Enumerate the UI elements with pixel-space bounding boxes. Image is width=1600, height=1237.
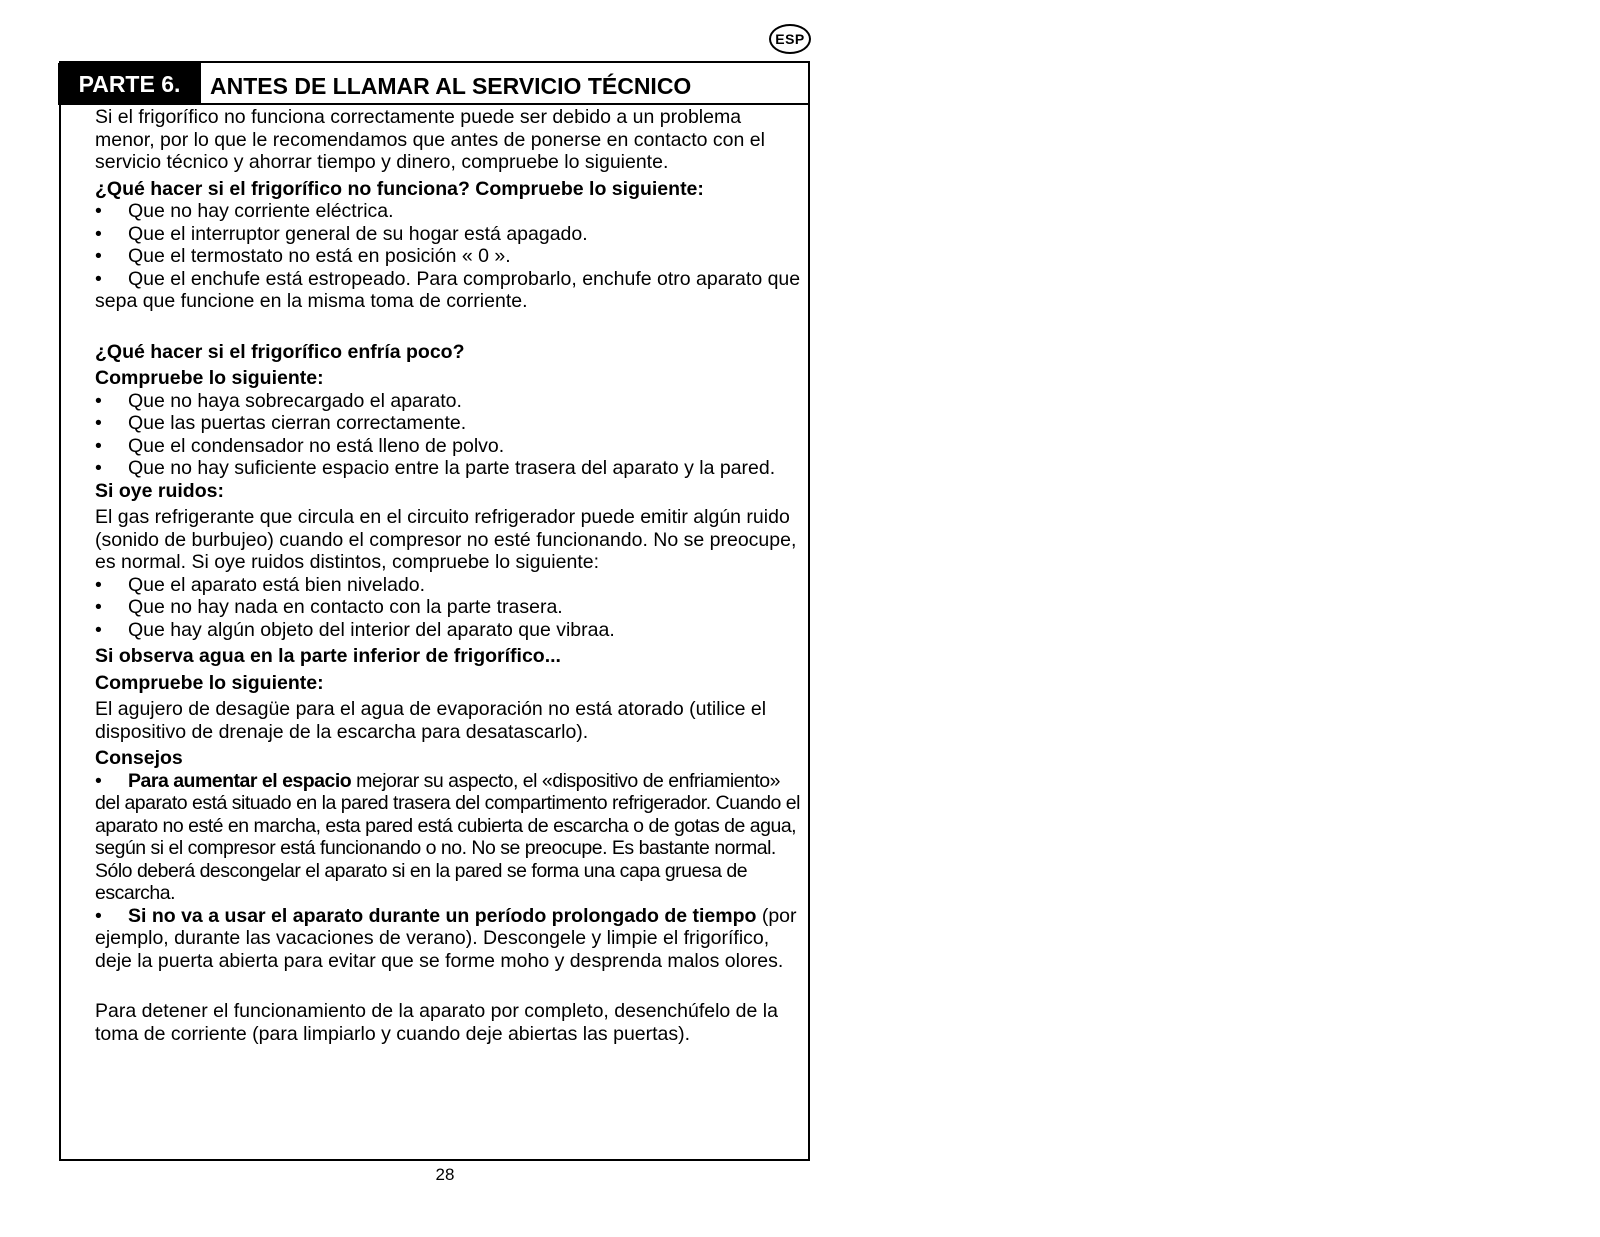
list-item-text: Que el enchufe está estropeado. Para comprobarlo, enchufe otro aparato que sepa que funcione en la misma toma de corriente. <box>95 267 801 312</box>
list-item: • Que las puertas cierran correctamente. <box>95 412 806 435</box>
page-number: 28 <box>435 1165 455 1184</box>
not-working-heading: ¿Qué hacer si el frigorífico no funciona? Compruebe lo siguiente: <box>95 177 704 200</box>
intro-paragraph: Si el frigorífico no funciona correctamente puede ser debido a un problema menor, por lo que le recomendamos que antes de ponerse en contacto con el servicio técnico y ahorrar tiempo y dinero, compruebe lo siguiente. <box>95 106 765 173</box>
water-heading: Si observa agua en la parte inferior de frigorífico... <box>95 645 561 667</box>
list-item: • Que no hay corriente eléctrica. <box>95 200 806 223</box>
section-title: ANTES DE LLAMAR AL SERVICIO TÉCNICO <box>210 73 692 99</box>
closing-paragraph: Para detener el funcionamiento de la aparato por completo, desenchúfelo de la toma de corriente (para limpiarlo y cuando deje abiertas las puertas). <box>95 1000 778 1045</box>
tip-bold-lead: Para aumentar el espacio <box>128 769 352 792</box>
tip-text: mejorar su aspecto, el «dispositivo de enfriamiento» del aparato está situado en la pared trasera del compartimento refrigerador. Cuando el aparato no esté en marcha, esta pared está cubierta de escarcha o de gotas de agua, según si el compresor está funcionando o no. No se preocupe. Es bastante normal. Sólo deberá descongelar el aparato si en la pared se forma una capa gruesa de escarcha. <box>95 769 800 904</box>
list-item: • Que hay algún objeto del interior del aparato que vibraa. <box>95 619 806 642</box>
list-item: • Que el termostato no está en posición « 0 ». <box>95 245 806 268</box>
part-label: PARTE 6. <box>58 63 201 105</box>
list-item: • Que no haya sobrecargado el aparato. <box>95 390 806 413</box>
list-item: • Que el enchufe está estropeado. Para comprobarlo, enchufe otro aparato que sepa que funcione en la misma toma de corriente. <box>95 267 801 312</box>
tip-item: • Si no va a usar el aparato durante un período prolongado de tiempo (por ejemplo, durante las vacaciones de verano). Descongele y limpie el frigorífico, deje la puerta abierta para evitar que se forme moho y desprenda malos olores. <box>95 904 797 972</box>
tip-item: • Para aumentar el espacio mejorar su aspecto, el «dispositivo de enfriamiento» del aparato está situado en la pared trasera del compartimento refrigerador. Cuando el aparato no esté en marcha, esta pared está cubierta de escarcha o de gotas de agua, según si el compresor está funcionando o no. No se preocupe. Es bastante normal. Sólo deberá descongelar el aparato si en la pared se forma una capa gruesa de escarcha. <box>95 769 800 904</box>
tip-bold-lead: Si no va a usar el aparato durante un período prolongado de tiempo <box>128 904 757 927</box>
noises-paragraph: El gas refrigerante que circula en el circuito refrigerador puede emitir algún ruido (sonido de burbujeo) cuando el compresor no esté funcionando. No se preocupe, es normal. Si oye ruidos distintos, compruebe lo siguiente: <box>95 506 797 573</box>
list-item: • Que el condensador no está lleno de polvo. <box>95 435 806 458</box>
list-item: • Que no hay nada en contacto con la parte trasera. <box>95 596 806 619</box>
section-title-box <box>200 63 808 105</box>
list-item: • Que no hay suficiente espacio entre la parte trasera del aparato y la pared. <box>95 457 806 480</box>
cools-little-subheading: Compruebe lo siguiente: <box>95 367 324 389</box>
list-item: • Que el interruptor general de su hogar está apagado. <box>95 223 806 246</box>
list-item: • Que el aparato está bien nivelado. <box>95 574 806 597</box>
cools-little-heading: ¿Qué hacer si el frigorífico enfría poco? <box>95 340 465 363</box>
water-paragraph: El agujero de desagüe para el agua de evaporación no está atorado (utilice el dispositivo de drenaje de la escarcha para desatascarlo). <box>95 698 767 743</box>
tip-text: (por ejemplo, durante las vacaciones de verano). Descongele y limpie el frigorífico, deje la puerta abierta para evitar que se forme moho y desprenda malos olores. <box>95 904 797 972</box>
water-subheading: Compruebe lo siguiente: <box>95 671 324 694</box>
language-badge: ESP <box>769 24 811 54</box>
noises-heading: Si oye ruidos: <box>95 479 224 502</box>
tips-heading: Consejos <box>95 747 183 769</box>
main-content <box>95 106 806 1045</box>
